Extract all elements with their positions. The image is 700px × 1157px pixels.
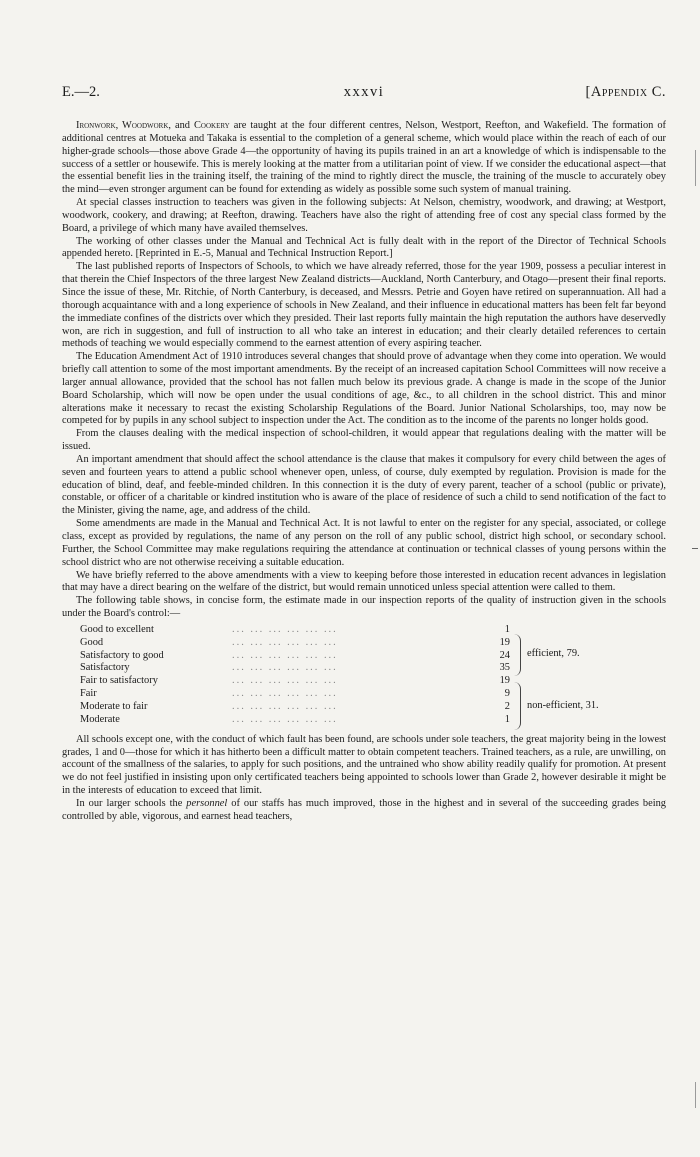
- paragraph: The following table shows, in concise form, the estimate made in our inspection reports of the quality of instruction given in the schools under the Board's control:—: [62, 595, 666, 620]
- table-row: Good ... ... ... ... ... ... 19: [80, 636, 510, 648]
- table-row: Moderate ... ... ... ... ... ... 1: [80, 713, 510, 725]
- row-value: 24: [499, 649, 510, 661]
- row-label: Moderate to fair: [80, 700, 148, 712]
- table-row: Fair ... ... ... ... ... ... 9: [80, 688, 510, 700]
- body-text: [62, 120, 666, 824]
- subject-heading: Ironwork, Woodwork,: [76, 120, 171, 131]
- row-label: Satisfactory to good: [80, 649, 164, 661]
- table-row: Moderate to fair ... ... ... ... ... ... 2: [80, 700, 510, 712]
- table-row: Fair to satisfactory ... ... ... ... ... ... 19: [80, 675, 510, 687]
- paragraph: The Education Amendment Act of 1910 introduces several changes that should prove of advantage when they come into operation. We would briefly call attention to some of the most important amendments. By the receipt of an increased capitation School Committees will now receive a larger annual allowance, provided that the school has not fallen much below its previous grade. A change is made in the scope of the Junior Board Scholarship, which will now be open under the usual conditions of age, &c., to all children in the school district. This and minor alterations make it necessary to recast the existing Scholarship Regulations of the Board. Junior National Scholarships, too, may now be competed for by pupils in any school subject to inspection under the Act. The condition as to the income of the parents no longer holds good.: [62, 351, 666, 427]
- report-code: E.—2.: [62, 84, 100, 100]
- paragraph: We have briefly referred to the above amendments with a view to keeping before those interested in education recent advances in legislation that may have a direct bearing on the welfare of the district, but would remain unnoticed unless special attention were called to them.: [62, 569, 666, 594]
- table-row: Satisfactory to good ... ... ... ... ... ... 24: [80, 649, 510, 661]
- emphasis: personnel: [186, 797, 228, 809]
- row-value: 19: [499, 636, 510, 648]
- paragraph: Some amendments are made in the Manual and Technical Act. It is not lawful to enter on the register for any special, associated, or college class, except as provided by regulations, the name of any person on the roll of any public school, district high school, or secondary school. Further, the School Committee may make regulations requiring the attendance at continuation or technical classes of young persons within the school district who are not otherwise receiving a suitable education.: [62, 518, 666, 568]
- margin-mark: [692, 548, 698, 549]
- brace-non-efficient: [514, 682, 521, 730]
- margin-mark: [695, 1082, 696, 1108]
- paragraph: At special classes instruction to teachers was given in the following subjects: At Nelson, chemistry, woodwork, and drawing; at Westport, woodwork, cookery, and drawing; at Reefton, drawing. Teachers have also the right of attending free of cost any special class formed by the Board, a privilege of which many have availed themselves.: [62, 197, 666, 234]
- row-value: 35: [499, 662, 510, 674]
- table-row: Satisfactory ... ... ... ... ... ... 35: [80, 662, 510, 674]
- paragraph: All schools except one, with the conduct of which fault has been found, are schools under sole teachers, the great majority being in the lowest grades, 1 and 0—those for which it has hitherto been a difficult matter to obtain competent teachers. Trained teachers, as a rule, are unwilling, on account of the smallness of the salaries, to apply for such positions, and the untrained who show ability readily qualify for promotion. At present we do not feel justified in insisting upon only certificated teachers being appointed to schools lower than Grade 2, however desirable it might be in the interests of education to exceed that limit.: [62, 733, 666, 797]
- paragraph: The last published reports of Inspectors of Schools, to which we have already referred, those for the year 1909, possess a peculiar interest in that therein the Chief Inspectors of the three largest New Zealand districts—Auckland, North Canterbury, and Otago—present their final reports. Since the issue of these, Mr. Ritchie, of North Canterbury, is deceased, and Messrs. Petrie and Goyen have retired on superannuation. All had a thorough acquaintance with and a long experience of schools in New Zealand, and their influence in educational matters has been felt far beyond the immediate confines of the districts over which they presided. Their last reports fully maintain the high reputation the authors have deservedly won, are rich in suggestion, and full of instruction to all who take an interest in education; and their clearly detailed references to certain methods of teaching we would especially commend to the earnest attention of every aspiring teacher.: [62, 261, 666, 350]
- row-value: 2: [504, 700, 510, 712]
- row-value: 9: [504, 688, 510, 700]
- row-label: Good: [80, 636, 104, 648]
- row-value: 1: [504, 713, 510, 725]
- row-label: Fair to satisfactory: [80, 675, 158, 687]
- paragraph: From the clauses dealing with the medical inspection of school-children, it would appear that regulations dealing with the matter will be issued.: [62, 428, 666, 453]
- row-label: Satisfactory: [80, 662, 130, 674]
- paragraph: An important amendment that should affect the school attendance is the clause that makes it compulsory for every child between the ages of seven and fourteen years to attend a public school whenever open, unless, of course, duly exempted by regulation. Provision is made for the education of blind, deaf, and feeble-minded children. In this connection it is the duty of every parent, teacher of a school (public or private), constable, or officer of a charitable or kindred institution who is aware of the place of residence of such a child to send notification of the fact to the Minister, giving the name, age, and address of the child.: [62, 453, 666, 517]
- efficient-label: efficient, 79.: [527, 647, 580, 659]
- paragraph: The working of other classes under the Manual and Technical Act is fully dealt with in the report of the Director of Technical Schools appended hereto. [Reprinted in E.-5, Manual and Technical Instruction Report.]: [62, 235, 666, 260]
- row-label: Good to excellent: [80, 623, 154, 635]
- row-value: 1: [504, 623, 510, 635]
- appendix-label: [Appendix C.: [585, 84, 666, 100]
- brace-efficient: [514, 634, 521, 676]
- row-value: 19: [499, 675, 510, 687]
- paragraph: Ironwork, Woodwork, and Cookery are taught at the four different centres, Nelson, Westport, Reefton, and Wakefield. The formation of additional centres at Motueka and Takaka is essential to the completion of a general scheme, which would place within the reach of each of our higher-grade schools—those above Grade 4—the opportunity of having its pupils trained in an art a knowledge of which is indispensable to the success of a settler or housewife. This is merely looking at the matter from a utilitarian point of view. If we consider the educational aspect—that the essential benefit lies in the training itself, the training of the mind to rightly direct the muscle, the training of the muscle to accurately obey the mind—even stronger argument can be found for extending as widely as possible some such system of manual training.: [62, 120, 667, 196]
- row-label: Fair: [80, 688, 97, 700]
- margin-mark: [695, 150, 696, 186]
- row-label: Moderate: [80, 713, 120, 725]
- subject-heading: Cookery: [194, 120, 230, 131]
- non-efficient-label: non-efficient, 31.: [527, 699, 599, 711]
- page-number: xxxvi: [343, 84, 385, 100]
- table-row: Good to excellent ... ... ... ... ... ... 1: [80, 623, 510, 635]
- quality-table: [80, 623, 599, 727]
- paragraph: In our larger schools the personnel of our staffs has much improved, those in the highest and in several of the succeeding grades being controlled by able, vigorous, and earnest head teachers,: [62, 797, 666, 822]
- page-header: [62, 84, 666, 104]
